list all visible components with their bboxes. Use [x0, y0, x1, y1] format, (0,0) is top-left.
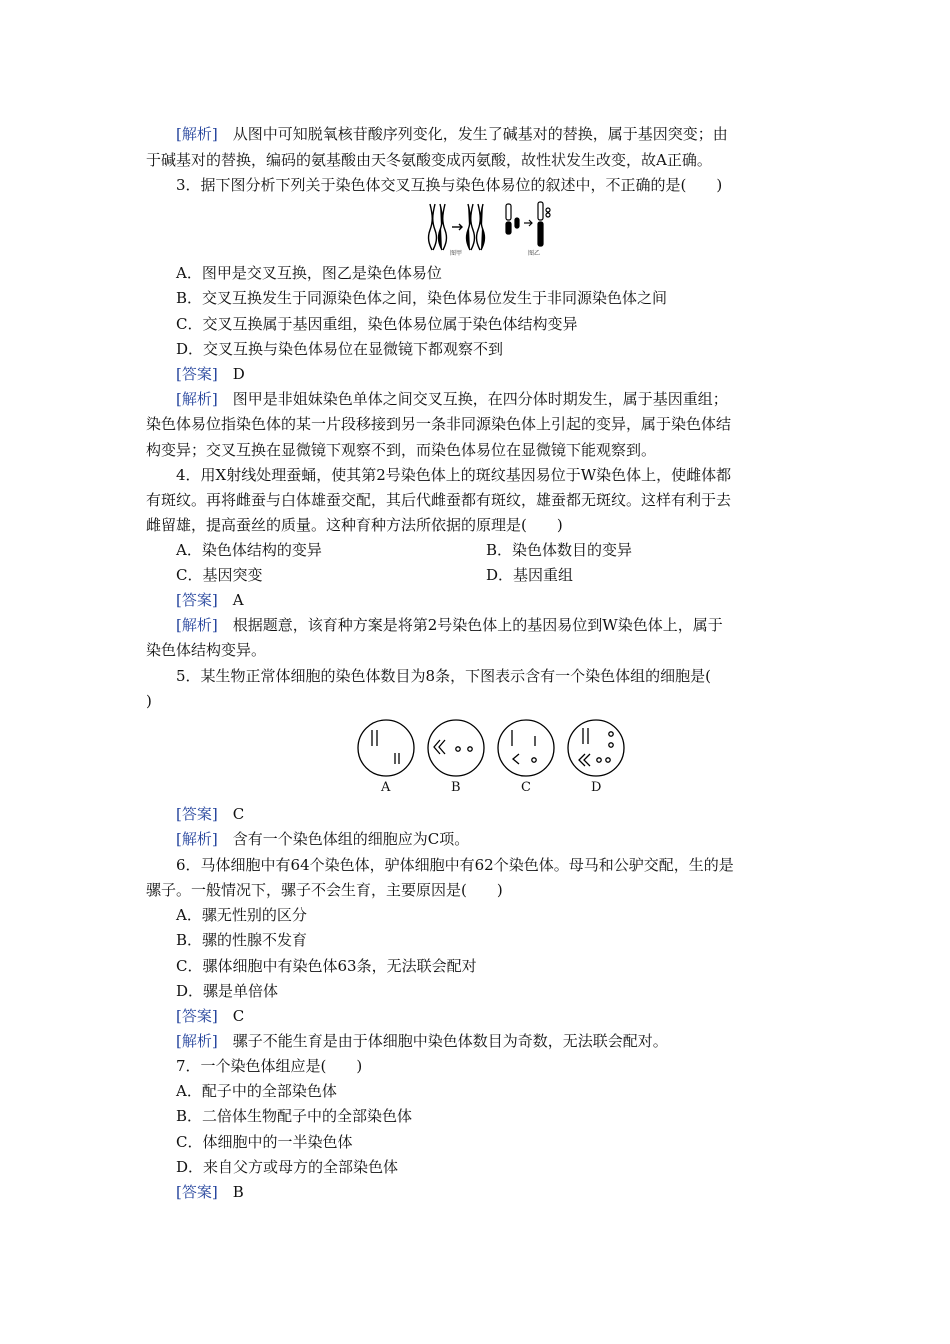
- q4-option-d: D．基因重组: [486, 566, 574, 584]
- q4-stem-line-3: 雌留雄，提高蚕丝的质量。这种育种方法所依据的原理是( ): [146, 516, 563, 534]
- analysis-tag: [解析]: [176, 1032, 218, 1050]
- q6-option-c: C．骡体细胞中有染色体63条，无法联会配对: [176, 957, 477, 975]
- cells-figure: [352, 716, 632, 798]
- q6-stem-line-1: 6．马体细胞中有64个染色体，驴体细胞中有62个染色体。母马和公驴交配，生的是: [176, 856, 734, 874]
- cell-c-circle: [498, 720, 554, 776]
- q3-option-a: A．图甲是交叉互换，图乙是染色体易位: [176, 264, 442, 282]
- q6-option-b: B．骡的性腺不发育: [176, 931, 308, 949]
- q2-analysis-line-1: [解析] 从图中可知脱氧核苷酸序列变化，发生了碱基对的替换，属于基因突变；由: [176, 125, 728, 143]
- q5-analysis-line-1: [解析] 含有一个染色体组的细胞应为C项。: [176, 830, 470, 848]
- answer-tag: [答案]: [176, 365, 218, 383]
- q3-stem: 3．据下图分析下列关于染色体交叉互换与染色体易位的叙述中，不正确的是( ): [176, 176, 723, 194]
- cell-d-label: D: [591, 780, 602, 795]
- cell-d-circle: [568, 720, 624, 776]
- q4-analysis-line-1: [解析] 根据题意，该育种方案是将第2号染色体上的基因易位到W染色体上，属于: [176, 616, 723, 634]
- q4-stem-line-2: 有斑纹。再将雌蚕与白体雄蚕交配，其后代雌蚕都有斑纹，雄蚕都无斑纹。这样有利于去: [146, 491, 732, 509]
- q4-answer: [答案] A: [176, 591, 244, 609]
- chromosome-exchange-figure: [424, 200, 574, 256]
- q4-stem-line-1: 4．用X射线处理蚕蛹，使其第2号染色体上的斑纹基因易位于W染色体上，使雌体都: [176, 466, 732, 484]
- q3-answer: [答案] D: [176, 365, 245, 383]
- q7-option-c: C．体细胞中的一半染色体: [176, 1133, 353, 1151]
- q3-analysis-line-1: [解析] 图甲是非姐妹染色单体之间交叉互换，在四分体时期发生，属于基因重组；: [176, 390, 728, 408]
- analysis-tag: [解析]: [176, 616, 218, 634]
- q3-option-c: C．交叉互换属于基因重组，染色体易位属于染色体结构变异: [176, 315, 578, 333]
- q4-option-b: B．染色体数目的变异: [486, 541, 633, 559]
- analysis-tag: [解析]: [176, 390, 218, 408]
- q7-option-a: A．配子中的全部染色体: [176, 1082, 337, 1100]
- q4-option-c: C．基因突变: [176, 566, 263, 584]
- q7-stem: 7．一个染色体组应是( ): [176, 1057, 363, 1075]
- cell-diagrams: [352, 716, 632, 784]
- q6-analysis-line-1: [解析] 骡子不能生育是由于体细胞中染色体数目为奇数，无法联会配对。: [176, 1032, 668, 1050]
- q3-option-d: D．交叉互换与染色体易位在显微镜下都观察不到: [176, 340, 504, 358]
- cell-c-label: C: [521, 780, 531, 795]
- q2-analysis-line-2: 于碱基对的替换，编码的氨基酸由天冬氨酸变成丙氨酸，故性状发生改变，故A正确。: [146, 151, 712, 169]
- q5-stem-line-2: ): [146, 692, 152, 710]
- cell-a-label: A: [381, 780, 391, 795]
- figure-a-label: 图甲: [450, 250, 463, 257]
- q5-answer: [答案] C: [176, 805, 245, 823]
- q6-answer: [答案] C: [176, 1007, 245, 1025]
- q7-answer: [答案] B: [176, 1183, 244, 1201]
- chromosome-diagram: [424, 200, 574, 256]
- cell-b-label: B: [451, 780, 461, 795]
- figure-b-label: 图乙: [528, 250, 541, 257]
- q6-option-d: D．骡是单倍体: [176, 982, 279, 1000]
- answer-tag: [答案]: [176, 591, 218, 609]
- q3-analysis-line-2: 染色体易位指染色体的某一片段移接到另一条非同源染色体上引起的变异，属于染色体结: [146, 415, 732, 433]
- answer-tag: [答案]: [176, 1183, 218, 1201]
- answer-tag: [答案]: [176, 1007, 218, 1025]
- q6-stem-line-2: 骡子。一般情况下，骡子不会生育，主要原因是( ): [146, 881, 503, 899]
- analysis-tag: [解析]: [176, 830, 218, 848]
- q4-analysis-line-2: 染色体结构变异。: [146, 641, 267, 659]
- q4-option-a: A．染色体结构的变异: [176, 541, 322, 559]
- cell-a-circle: [358, 720, 414, 776]
- q6-option-a: A．骡无性别的区分: [176, 906, 307, 924]
- q7-option-b: B．二倍体生物配子中的全部染色体: [176, 1107, 413, 1125]
- q3-option-b: B．交叉互换发生于同源染色体之间，染色体易位发生于非同源染色体之间: [176, 289, 668, 307]
- q5-stem-line-1: 5．某生物正常体细胞的染色体数目为8条，下图表示含有一个染色体组的细胞是(: [176, 667, 711, 685]
- q3-analysis-line-3: 构变异；交叉互换在显微镜下观察不到，而染色体易位在显微镜下能观察到。: [146, 441, 657, 459]
- q7-option-d: D．来自父方或母方的全部染色体: [176, 1158, 399, 1176]
- answer-tag: [答案]: [176, 805, 218, 823]
- analysis-tag: [解析]: [176, 125, 218, 143]
